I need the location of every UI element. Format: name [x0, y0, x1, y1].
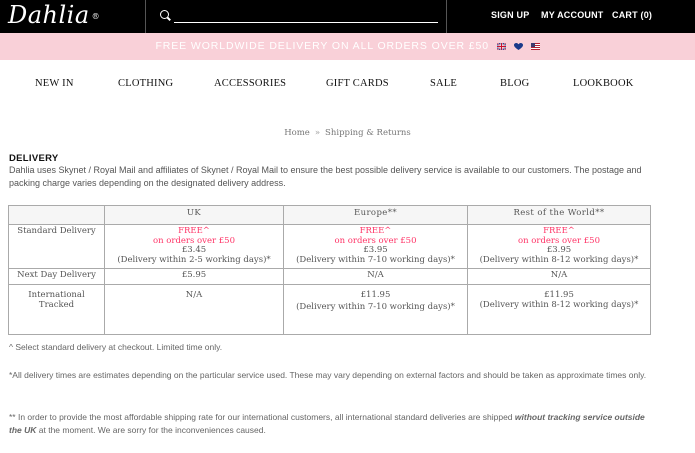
- table-header: [9, 206, 105, 225]
- table-header-row: [9, 206, 651, 225]
- nav-lookbook[interactable]: LOOKBOOK: [573, 78, 634, 89]
- row-label: [9, 285, 105, 335]
- row-label-line: Tracked: [38, 299, 75, 310]
- table-row: [9, 225, 651, 269]
- table-header: Europe**: [284, 206, 468, 225]
- breadcrumb: [0, 128, 695, 138]
- sign-up-link[interactable]: SIGN UP: [491, 10, 530, 20]
- top-bar: [0, 0, 695, 33]
- row-label: Next Day Delivery: [9, 269, 105, 285]
- table-header: Rest of the World**: [468, 206, 651, 225]
- nav-gift-cards[interactable]: GIFT CARDS: [326, 78, 389, 89]
- table-cell: N/A: [105, 285, 284, 335]
- threshold-label: on orders over £50: [152, 235, 235, 246]
- intro-text: Dahlia uses Skynet / Royal Mail and affiliates of Skynet / Royal Mail to ensure the best possible delivery service is available to our customers. The postage and packing charge varies depending on the designated delivery address.: [9, 165, 642, 188]
- table-cell: [468, 225, 651, 269]
- nav-accessories[interactable]: ACCESSORIES: [214, 78, 287, 89]
- table-row: [9, 269, 651, 285]
- footnote-caret: ^ Select standard delivery at checkout. Limited time only.: [9, 342, 223, 352]
- us-flag-icon: [531, 43, 540, 50]
- delivery-table: [8, 205, 651, 335]
- footnote-emphasis: without tracking service outside the UK: [9, 412, 645, 435]
- delivery-time: (Delivery within 7-10 working days)*: [296, 254, 455, 265]
- table-cell: [468, 285, 651, 335]
- delivery-time: (Delivery within 2-5 working days)*: [117, 254, 271, 265]
- logo[interactable]: [8, 0, 138, 33]
- promo-text: FREE WORLDWIDE DELIVERY ON ALL ORDERS OVER £50: [155, 40, 490, 52]
- table-cell: N/A: [468, 269, 651, 285]
- logo-text: Dahlia: [8, 1, 90, 29]
- search-box: [145, 0, 447, 33]
- row-label: Standard Delivery: [9, 225, 105, 269]
- search-input[interactable]: [174, 8, 438, 23]
- table-cell: [284, 285, 468, 335]
- row-label-line: International: [28, 290, 85, 300]
- price: £3.95: [363, 245, 388, 255]
- main-nav: [0, 78, 695, 92]
- threshold-label: on orders over £50: [334, 235, 417, 246]
- free-label: FREE^: [543, 226, 575, 236]
- delivery-time: (Delivery within 8-12 working days)*: [479, 299, 639, 310]
- table-cell: N/A: [284, 269, 468, 285]
- nav-sale[interactable]: SALE: [430, 78, 458, 89]
- free-label: FREE^: [359, 226, 392, 236]
- breadcrumb-separator: »: [314, 128, 321, 138]
- threshold-label: on orders over £50: [517, 235, 600, 246]
- delivery-time: (Delivery within 7-10 working days)*: [296, 301, 455, 312]
- promo-banner: [0, 33, 695, 60]
- footnote-text: ** In order to provide the most affordable shipping rate for our international customers, all international standard deliveries are shipped: [9, 412, 515, 422]
- breadcrumb-home[interactable]: Home: [284, 128, 310, 138]
- nav-blog[interactable]: BLOG: [500, 78, 530, 89]
- footnote-double-star: [9, 411, 649, 437]
- table-header: UK: [105, 206, 284, 225]
- my-account-link[interactable]: MY ACCOUNT: [541, 10, 604, 20]
- search-icon[interactable]: [160, 10, 169, 19]
- breadcrumb-current: Shipping & Returns: [325, 128, 411, 138]
- table-cell: £5.95: [105, 269, 284, 285]
- table-cell: [105, 225, 284, 269]
- table-cell: [284, 225, 468, 269]
- nav-clothing[interactable]: CLOTHING: [118, 78, 174, 89]
- price: £11.95: [360, 290, 391, 300]
- uk-flag-icon: [497, 43, 506, 50]
- delivery-time: (Delivery within 8-12 working days)*: [479, 254, 639, 265]
- logo-registered-mark: ®: [91, 11, 101, 21]
- table-row: [9, 285, 651, 335]
- price: £11.95: [544, 290, 574, 300]
- eu-flag-icon: [514, 43, 523, 50]
- cart-link[interactable]: CART (0): [612, 10, 653, 20]
- price: £3.95: [546, 245, 572, 255]
- free-label: FREE^: [178, 226, 210, 236]
- price: £3.45: [181, 245, 207, 255]
- nav-new-in[interactable]: NEW IN: [35, 78, 74, 89]
- page-title: DELIVERY: [9, 153, 59, 164]
- footnote-text: at the moment. We are sorry for the inconveniences caused.: [36, 425, 266, 435]
- footnote-star: *All delivery times are estimates depending on the particular service used. These may vary depending on external factors and should be taken as approximate times only.: [9, 370, 647, 380]
